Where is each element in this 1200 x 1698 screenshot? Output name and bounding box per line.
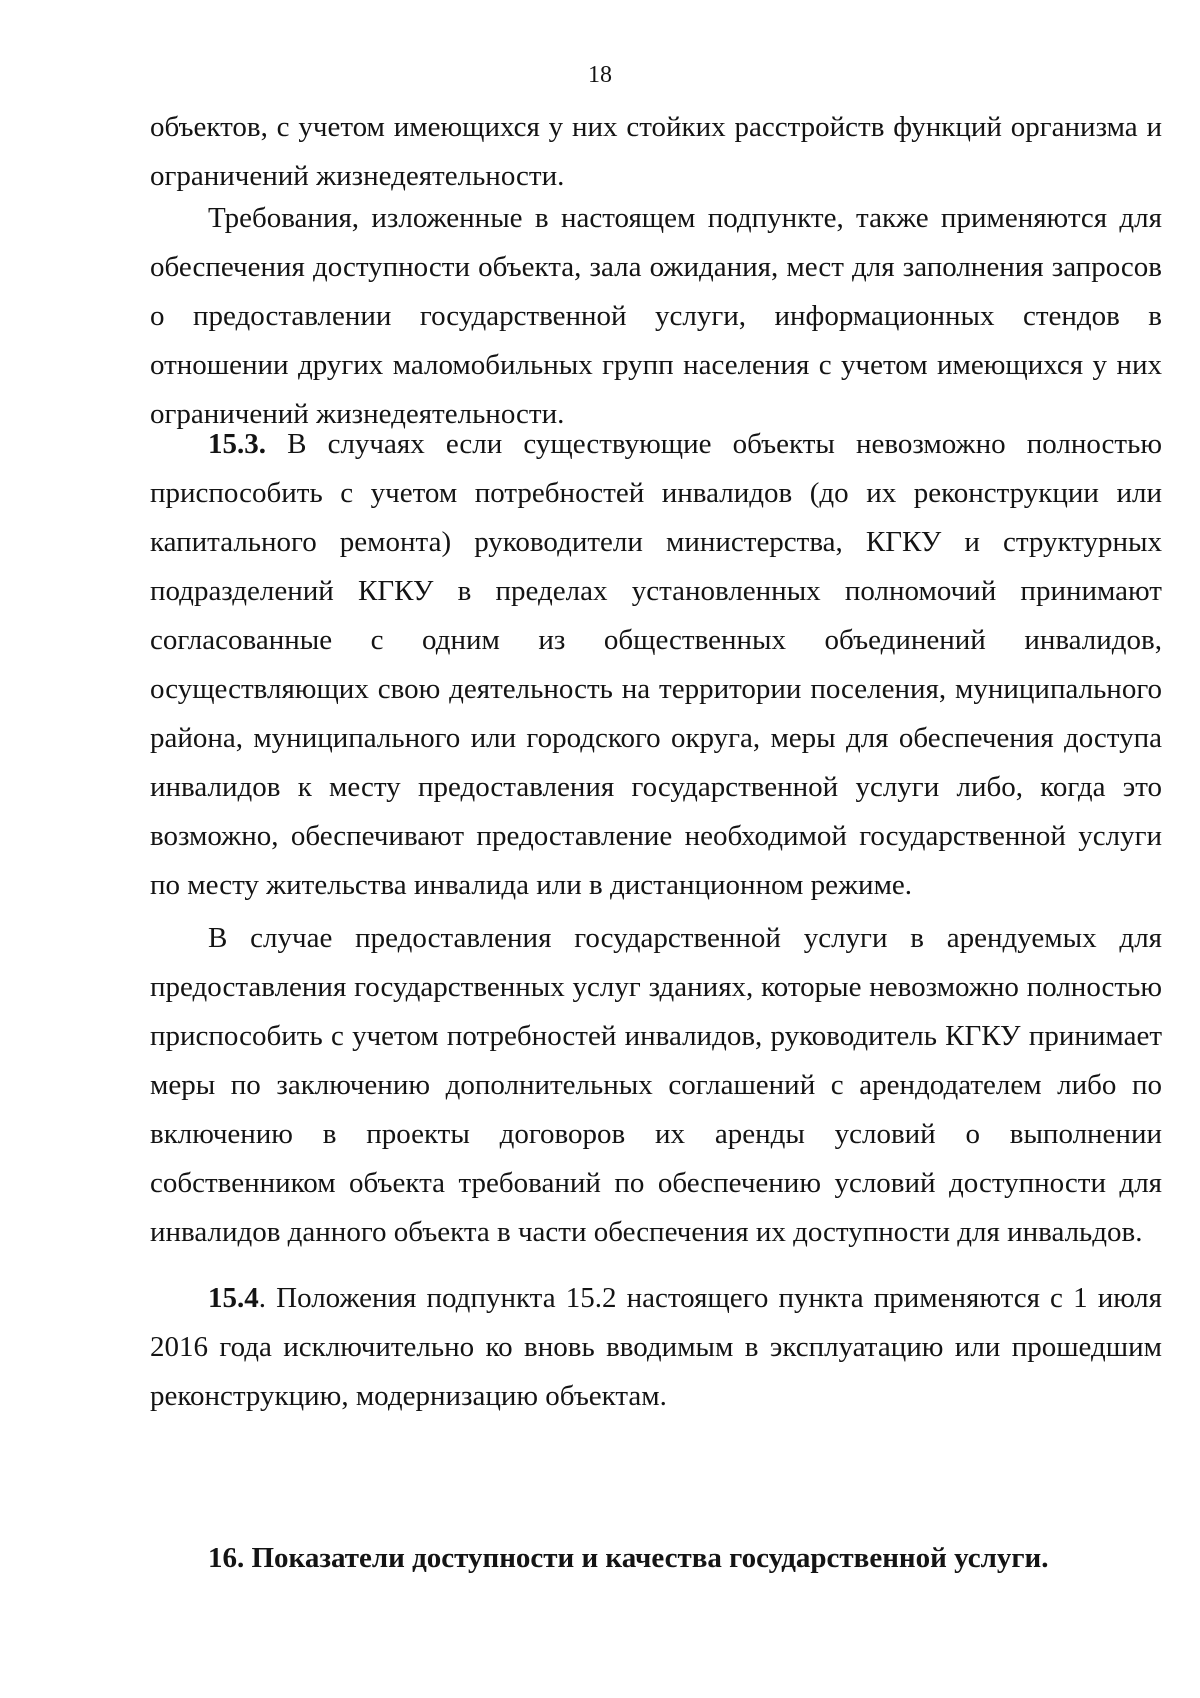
paragraph-text: . Положения подпункта 15.2 настоящего пункта применяются с 1 июля 2016 года исключительно ко вновь вводимым в эксплуатацию или прошедшим реконструкцию, модернизацию объектам. bbox=[150, 1282, 1162, 1412]
paragraph-text: Требования, изложенные в настоящем подпункте, также применяются для обеспечения доступности объекта, зала ожидания, мест для заполнения запросов о предоставлении государственной услуги, информационных стендов в отношении других маломобильных групп населения с учетом имеющихся у них ограничений жизнедеятельности. bbox=[150, 202, 1162, 430]
paragraph-text: В случае предоставления государственной услуги в арендуемых для предоставления государственных услуг зданиях, которые невозможно полностью приспособить с учетом потребностей инвалидов, руководитель КГКУ принимает меры по заключению дополнительных соглашений с арендодателем либо по включению в проекты договоров их аренды условий о выполнении собственником объекта требований по обеспечению условий доступности для инвалидов данного объекта в части обеспечения их доступности для инвальдов. bbox=[150, 922, 1162, 1248]
paragraph-rented-buildings bbox=[150, 914, 1162, 1257]
clause-number: 15.4 bbox=[208, 1282, 259, 1314]
paragraph-15-3 bbox=[150, 420, 1162, 910]
section-heading: 16. Показатели доступности и качества государственной услуги. bbox=[208, 1542, 1049, 1574]
paragraph-text: объектов, с учетом имеющихся у них стойких расстройств функций организма и ограничений жизнедеятельности. bbox=[150, 111, 1162, 192]
paragraph-15-4 bbox=[150, 1274, 1162, 1421]
paragraph-body bbox=[150, 1274, 1162, 1421]
paragraph-body bbox=[150, 420, 1162, 910]
clause-number: 15.3. bbox=[208, 428, 266, 460]
paragraph-continuation bbox=[150, 103, 1162, 201]
page-number: 18 bbox=[588, 62, 612, 88]
paragraph-requirements bbox=[150, 194, 1162, 439]
paragraph-text: В случаях если существующие объекты невозможно полностью приспособить с учетом потребностей инвалидов (до их реконструкции или капитального ремонта) руководители министерства, КГКУ и структурных подразделений КГКУ в пределах установленных полномочий принимают согласованные с одним из общественных объединений инвалидов, осуществляющих свою деятельность на территории поселения, муниципального района, муниципального или городского округа, меры для обеспечения доступа инвалидов к месту предоставления государственной услуги либо, когда это возможно, обеспечивают предоставление необходимой государственной услуги по месту жительства инвалида или в дистанционном режиме. bbox=[150, 428, 1162, 901]
